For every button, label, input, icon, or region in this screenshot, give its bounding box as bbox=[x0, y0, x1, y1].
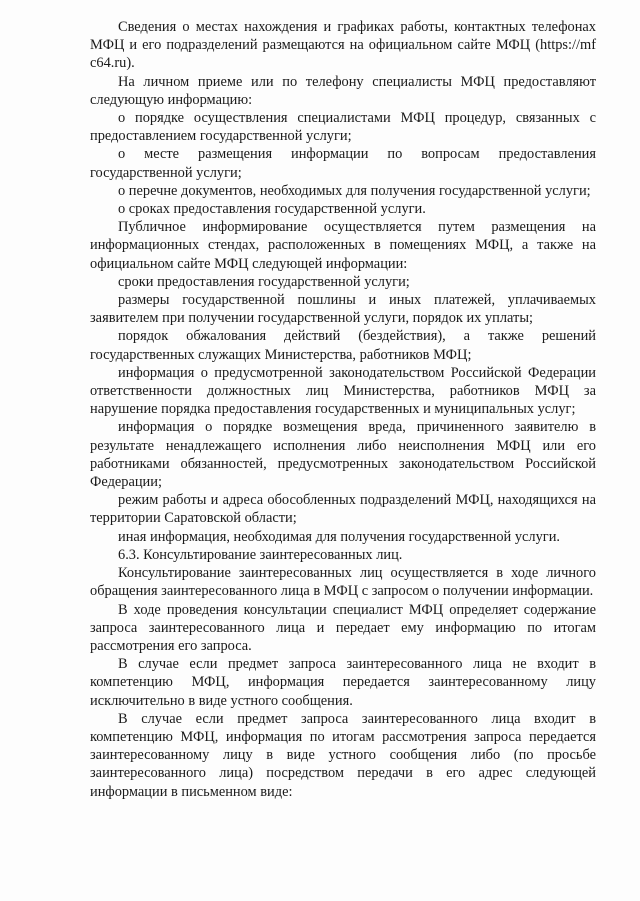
paragraph: Сведения о местах нахождения и графиках работы, контактных телефонах МФЦ и его подразделений размещаются на официальном сайте МФЦ (https://mf с64.ru). bbox=[90, 19, 596, 72]
paragraph: о порядке осуществления специалистами МФЦ процедур, связанных с предоставлением государственной услуги; bbox=[90, 110, 596, 145]
paragraph: иная информация, необходимая для получения государственной услуги. bbox=[118, 528, 561, 545]
paragraph: В случае если предмет запроса заинтересованного лица входит в компетенцию МФЦ, информация по итогам рассмотрения запроса передается заинтересованному лицу в виде устного сообщения либо (по просьбе заинтересованного лица) посредством передачи в его адрес следующей информации в письменном виде: bbox=[90, 710, 596, 800]
paragraph: В случае если предмет запроса заинтересованного лица не входит в компетенцию МФЦ, информация передается заинтересованному лицу исключительно в виде устного сообщения. bbox=[90, 656, 596, 709]
paragraph: размеры государственной пошлины и иных платежей, уплачиваемых заявителем при получении государственной услуги, порядок их уплаты; bbox=[90, 292, 596, 327]
paragraph: сроки предоставления государственной услуги; bbox=[118, 273, 410, 290]
paragraph: Консультирование заинтересованных лиц осуществляется в ходе личного обращения заинтересованного лица в МФЦ с запросом о получении информации. bbox=[90, 565, 596, 600]
paragraph: Публичное информирование осуществляется путем размещения на информационных стендах, расположенных в помещениях МФЦ, а также на официальном сайте МФЦ следующей информации: bbox=[90, 219, 596, 272]
paragraph: В ходе проведения консультации специалист МФЦ определяет содержание запроса заинтересованного лица и передает ему информацию по итогам рассмотрения его запроса. bbox=[90, 601, 596, 654]
paragraph: На личном приеме или по телефону специалисты МФЦ предоставляют следующую информацию: bbox=[90, 73, 596, 108]
paragraph: о перечне документов, необходимых для получения государственной услуги; bbox=[118, 182, 591, 199]
paragraph: информация о порядке возмещения вреда, причиненного заявителю в результате ненадлежащего исполнения либо неисполнения МФЦ или его работниками обязанностей, предусмотренных законодательством Российской Федерации; bbox=[90, 419, 596, 491]
paragraph: о месте размещения информации по вопросам предоставления государственной услуги; bbox=[90, 146, 596, 181]
paragraph: порядок обжалования действий (бездействия), а также решений государственных служащих Министерства, работников МФЦ; bbox=[90, 328, 596, 363]
paragraph: режим работы и адреса обособленных подразделений МФЦ, находящихся на территории Саратовской области; bbox=[90, 492, 596, 527]
paragraph: о сроках предоставления государственной услуги. bbox=[118, 201, 426, 218]
section-heading: 6.3. Консультирование заинтересованных лиц. bbox=[118, 546, 403, 563]
paragraph: информация о предусмотренной законодательством Российской Федерации ответственности должностных лиц Министерства, работников МФЦ за нарушение порядка предоставления государственных и муниципальных услуг; bbox=[90, 364, 596, 418]
